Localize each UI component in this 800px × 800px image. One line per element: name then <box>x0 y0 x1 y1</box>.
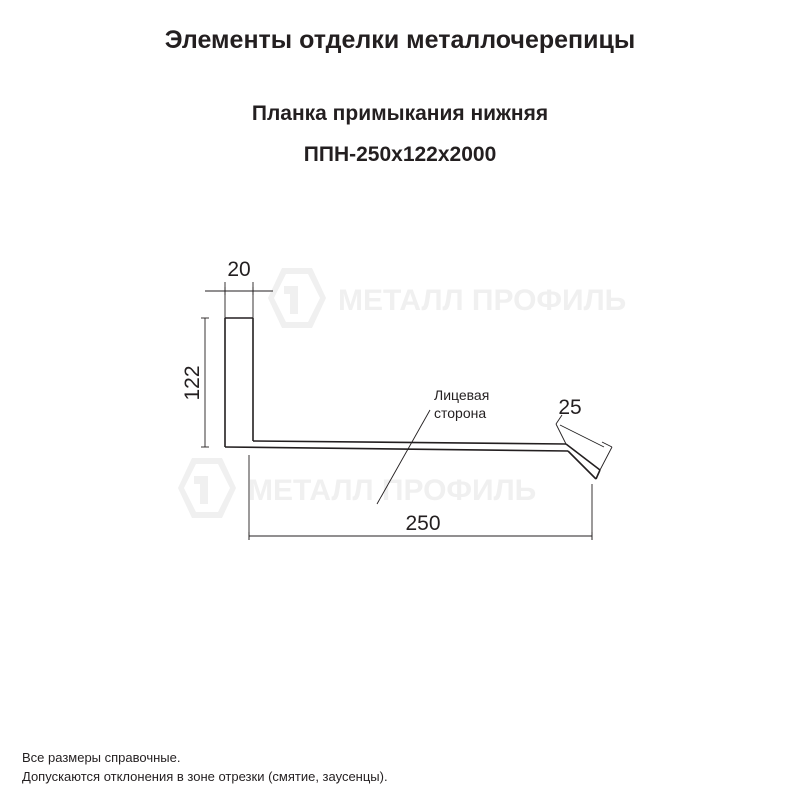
dimension-top-width <box>205 258 273 318</box>
footer-line-1: Все размеры справочные. <box>22 750 181 765</box>
watermark-text-2: МЕТАЛЛ ПРОФИЛЬ <box>248 474 537 507</box>
watermark-text: МЕТАЛЛ ПРОФИЛЬ <box>338 284 627 317</box>
dimension-right-flange <box>556 396 612 470</box>
product-code: ППН-250х122х2000 <box>303 143 497 166</box>
profile-outline <box>225 318 600 479</box>
footer-note <box>22 748 388 786</box>
footer-line-2: Допускаются отклонения в зоне отрезки (смятие, заусенцы). <box>22 769 388 784</box>
watermark-bottom <box>178 458 536 518</box>
page-title: Элементы отделки металлочерепицы <box>164 26 636 54</box>
dimension-label-20: 20 <box>227 258 251 281</box>
product-subtitle: Планка примыкания нижняя <box>251 102 549 125</box>
dimension-label-25: 25 <box>558 396 582 419</box>
watermark-top <box>268 268 626 328</box>
dimension-left-height <box>181 318 209 447</box>
dimension-label-250: 250 <box>405 512 441 535</box>
dimension-label-122: 122 <box>181 365 204 401</box>
annotation-line-2: сторона <box>434 405 487 421</box>
annotation-line-1: Лицевая <box>434 387 490 403</box>
